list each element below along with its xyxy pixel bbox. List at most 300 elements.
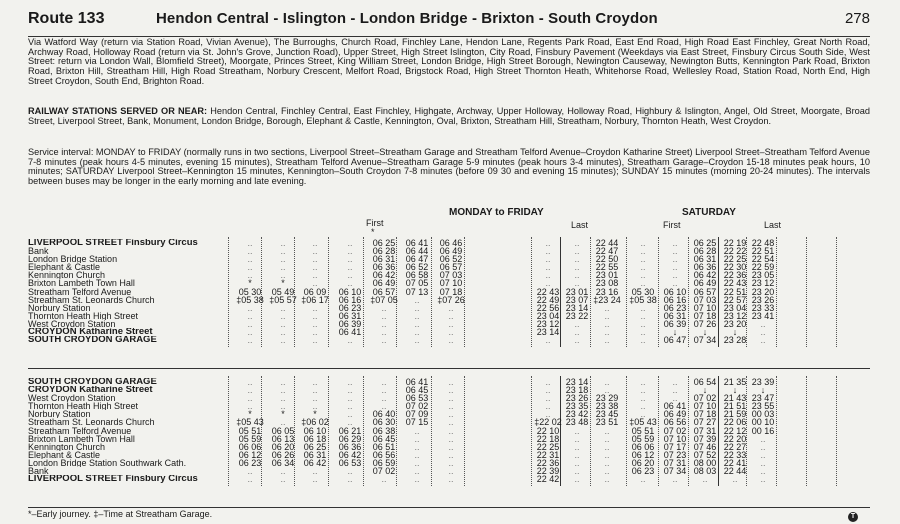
time-cell: 00 16 — [751, 425, 775, 436]
heading-mf-first-star: * — [371, 227, 375, 237]
time-cell: .. — [640, 393, 646, 404]
time-cell: .. — [414, 441, 420, 452]
time-cell: .. — [381, 310, 387, 321]
stations-text: Hendon Central, Finchley Central, East Finchley, Highgate, Archway, Upper Holloway, Holloway Road, Highbury & Islington, Angel, Old Street, Moorgate, Broad Street, Liverpool Street, Bank, Monument, London Bridge, Borough, Elephant & Castle, Kennington, Oval, Brixton, Streatham Hill, Streatham, Norbury, Thornton Heath, West Croydon. — [28, 106, 870, 126]
time-cell: 23 55 — [751, 401, 775, 412]
time-cell: .. — [448, 401, 454, 412]
time-cell: .. — [640, 401, 646, 412]
time-cell: 06 42 — [693, 270, 717, 281]
time-cell: .. — [280, 335, 286, 346]
time-cell: * — [248, 409, 252, 420]
time-cell: .. — [312, 401, 318, 412]
time-cell: ‡05 43 — [236, 417, 264, 428]
time-cell: 22 18 — [536, 433, 560, 444]
footnote: *–Early journey. ‡–Time at Streatham Garage. — [28, 509, 213, 519]
time-cell: .. — [347, 393, 353, 404]
down-column — [720, 239, 750, 344]
time-cell: 06 52 — [405, 262, 429, 273]
time-cell: 07 52 — [693, 449, 717, 460]
time-cell: 06 05 — [271, 425, 295, 436]
time-cell: 06 42 — [303, 457, 327, 468]
time-cell: .. — [760, 318, 766, 329]
time-cell: .. — [247, 335, 253, 346]
time-cell: .. — [640, 474, 646, 485]
time-cell: .. — [381, 393, 387, 404]
time-cell: 23 33 — [751, 302, 775, 313]
time-cell: .. — [347, 335, 353, 346]
time-cell: 06 54 — [693, 377, 717, 387]
time-cell: 06 39 — [663, 318, 687, 329]
time-cell: 06 58 — [405, 270, 429, 281]
time-cell: .. — [604, 433, 610, 444]
time-cell: 23 14 — [565, 377, 589, 387]
time-cell: 07 09 — [405, 409, 429, 420]
time-cell: .. — [280, 262, 286, 273]
time-cell: .. — [312, 393, 318, 404]
time-cell: 06 30 — [372, 417, 396, 428]
time-cell: 06 42 — [338, 449, 362, 460]
time-cell: ↓ — [732, 327, 738, 338]
heading-mf-last: Last — [571, 220, 589, 230]
time-cell: 22 20 — [723, 433, 747, 444]
time-cell: 06 46 — [439, 238, 463, 248]
stations-label: RAILWAY STATIONS SERVED OR NEAR: — [28, 106, 208, 116]
time-cell: .. — [312, 377, 318, 387]
time-cell: .. — [448, 335, 454, 346]
time-cell: .. — [247, 310, 253, 321]
time-cell: .. — [414, 457, 420, 468]
time-cell: .. — [760, 466, 766, 477]
time-cell: 06 38 — [372, 425, 396, 436]
up-column — [300, 378, 330, 483]
stop-name: SOUTH CROYDON GARAGE — [28, 336, 157, 345]
time-cell: 06 16 — [663, 294, 687, 305]
time-cell: .. — [414, 474, 420, 485]
time-cell: 06 12 — [631, 449, 655, 460]
column-separator — [658, 237, 659, 347]
route-number: Route 133 — [28, 10, 105, 27]
time-cell: 06 10 — [338, 286, 362, 297]
time-cell: 07 10 — [663, 433, 687, 444]
time-cell: 22 48 — [751, 238, 775, 248]
time-cell: ‡05 38 — [629, 294, 657, 305]
stop-name: Streatham Telford Avenue — [28, 287, 132, 296]
down-column — [268, 239, 298, 344]
time-cell: .. — [381, 318, 387, 329]
time-cell: 06 56 — [663, 417, 687, 428]
time-cell: 06 25 — [303, 441, 327, 452]
time-cell: 23 47 — [751, 393, 775, 404]
time-cell: 23 20 — [751, 286, 775, 297]
time-cell: .. — [640, 335, 646, 346]
time-cell: .. — [732, 474, 738, 485]
stop-name: Thornton Heath High Street — [28, 402, 139, 411]
time-cell: 23 16 — [595, 286, 619, 297]
time-cell: 06 06 — [631, 441, 655, 452]
time-cell: .. — [672, 474, 678, 485]
time-cell: .. — [574, 318, 580, 329]
time-cell: 07 05 — [405, 278, 429, 289]
time-cell: .. — [448, 417, 454, 428]
london-transport-logo: T — [848, 512, 858, 522]
time-cell: 22 44 — [723, 466, 747, 477]
time-cell: 22 10 — [536, 425, 560, 436]
time-cell: .. — [312, 310, 318, 321]
time-cell: .. — [312, 270, 318, 281]
time-cell: 22 59 — [751, 262, 775, 273]
time-cell: 06 47 — [663, 335, 687, 346]
time-cell: .. — [604, 335, 610, 346]
time-cell: .. — [574, 441, 580, 452]
time-cell: 23 01 — [595, 270, 619, 281]
stop-name: Brixton Lambeth Town Hall — [28, 279, 135, 288]
time-cell: .. — [247, 327, 253, 338]
time-cell: 07 46 — [693, 441, 717, 452]
time-cell: .. — [448, 441, 454, 452]
time-cell: 07 31 — [663, 457, 687, 468]
time-cell: .. — [312, 302, 318, 313]
time-cell: 21 59 — [723, 409, 747, 420]
time-cell: .. — [545, 401, 551, 412]
time-cell: 06 39 — [338, 318, 362, 329]
time-cell: 22 57 — [723, 294, 747, 305]
time-cell: 06 40 — [372, 409, 396, 420]
time-cell: .. — [574, 457, 580, 468]
time-cell: .. — [347, 254, 353, 265]
time-cell: ↓ — [702, 385, 708, 396]
time-cell: .. — [312, 238, 318, 248]
time-cell: .. — [604, 466, 610, 477]
time-cell: 07 10 — [693, 302, 717, 313]
time-cell: ‡23 24 — [593, 294, 621, 305]
heading-monday-friday: MONDAY to FRIDAY — [449, 207, 544, 218]
stop-name: Elephant & Castle — [28, 450, 101, 459]
time-cell: .. — [640, 270, 646, 281]
time-cell: .. — [312, 278, 318, 289]
time-cell: .. — [604, 449, 610, 460]
time-cell: .. — [574, 327, 580, 338]
stop-name: Norbury Station — [28, 410, 91, 419]
time-cell: 22 47 — [595, 246, 619, 257]
time-cell: 07 02 — [663, 425, 687, 436]
time-cell: 22 42 — [536, 474, 560, 485]
time-cell: 06 52 — [439, 254, 463, 265]
time-cell: * — [313, 409, 317, 420]
down-column — [562, 239, 592, 344]
time-cell: .. — [604, 385, 610, 396]
time-cell: 06 44 — [405, 246, 429, 257]
time-cell: 06 41 — [405, 377, 429, 387]
time-cell: .. — [672, 246, 678, 257]
up-column — [533, 378, 563, 483]
time-cell: * — [281, 409, 285, 420]
stop-name: LIVERPOOL STREET Finsbury Circus — [28, 475, 198, 484]
up-column — [436, 378, 466, 483]
time-cell: 06 56 — [372, 449, 396, 460]
time-cell: 06 36 — [372, 262, 396, 273]
down-column — [533, 239, 563, 344]
time-cell: .. — [280, 318, 286, 329]
time-cell: .. — [448, 466, 454, 477]
time-cell: 23 12 — [751, 278, 775, 289]
time-cell: .. — [760, 449, 766, 460]
time-cell: .. — [280, 417, 286, 428]
time-cell: .. — [280, 401, 286, 412]
time-cell: * — [248, 278, 252, 289]
up-column — [720, 378, 750, 483]
time-cell: .. — [448, 425, 454, 436]
time-cell: .. — [604, 474, 610, 485]
time-cell: .. — [448, 393, 454, 404]
time-cell: .. — [574, 425, 580, 436]
time-cell: 06 57 — [439, 262, 463, 273]
time-cell: .. — [574, 254, 580, 265]
time-cell: 22 36 — [536, 457, 560, 468]
time-cell: 06 31 — [372, 254, 396, 265]
time-cell: .. — [347, 409, 353, 420]
time-cell: .. — [414, 433, 420, 444]
stations-paragraph — [28, 107, 870, 126]
time-cell: 07 27 — [693, 417, 717, 428]
column-separator — [626, 237, 627, 347]
time-cell: 22 44 — [595, 238, 619, 248]
up-column — [628, 378, 658, 483]
time-cell: 07 03 — [439, 270, 463, 281]
time-cell: 06 13 — [271, 433, 295, 444]
time-cell: .. — [448, 457, 454, 468]
time-cell: .. — [280, 270, 286, 281]
time-cell: 23 18 — [565, 385, 589, 396]
up-column — [335, 378, 365, 483]
time-cell: 06 09 — [303, 286, 327, 297]
time-cell: .. — [574, 238, 580, 248]
time-cell: .. — [381, 335, 387, 346]
time-cell: .. — [280, 302, 286, 313]
stop-name: CROYDON Katharine Street — [28, 386, 153, 395]
down-column — [235, 239, 265, 344]
time-cell: ‡05 57 — [269, 294, 297, 305]
time-cell: .. — [414, 294, 420, 305]
time-cell: .. — [312, 327, 318, 338]
time-cell: .. — [574, 335, 580, 346]
time-cell: .. — [448, 433, 454, 444]
column-separator — [658, 376, 659, 486]
time-cell: 07 34 — [693, 335, 717, 346]
time-cell: 00 03 — [751, 409, 775, 420]
time-cell: ‡05 38 — [236, 294, 264, 305]
time-cell: 22 22 — [723, 246, 747, 257]
time-cell: ‡07 26 — [437, 294, 465, 305]
time-cell: 07 18 — [693, 409, 717, 420]
column-separator — [836, 237, 837, 347]
stop-name: Streatham St. Leonards Church — [28, 295, 155, 304]
time-cell: .. — [574, 449, 580, 460]
time-cell: 06 26 — [271, 449, 295, 460]
column-separator — [626, 376, 627, 486]
stop-name: LIVERPOOL STREET Finsbury Circus — [28, 239, 198, 248]
time-cell: 06 53 — [405, 393, 429, 404]
time-cell: 23 35 — [565, 401, 589, 412]
time-cell: 22 54 — [751, 254, 775, 265]
time-cell: .. — [414, 335, 420, 346]
time-cell: .. — [347, 238, 353, 248]
time-cell: .. — [604, 425, 610, 436]
heading-saturday: SATURDAY — [682, 207, 736, 218]
time-cell: .. — [604, 377, 610, 387]
stop-name: Kennington Church — [28, 442, 106, 451]
time-cell: .. — [672, 254, 678, 265]
time-cell: .. — [574, 474, 580, 485]
time-cell: .. — [247, 246, 253, 257]
time-cell: .. — [381, 401, 387, 412]
time-cell: 07 17 — [663, 441, 687, 452]
up-column — [562, 378, 592, 483]
time-cell: .. — [640, 318, 646, 329]
time-cell: .. — [381, 327, 387, 338]
time-cell: .. — [347, 385, 353, 396]
time-cell: .. — [604, 318, 610, 329]
time-cell: .. — [448, 385, 454, 396]
time-cell: .. — [247, 254, 253, 265]
time-cell: 06 59 — [372, 457, 396, 468]
time-cell: ‡06 17 — [301, 294, 329, 305]
time-cell: .. — [414, 318, 420, 329]
time-cell: 22 55 — [595, 262, 619, 273]
time-cell: .. — [640, 377, 646, 387]
time-cell: .. — [574, 433, 580, 444]
time-cell: .. — [280, 310, 286, 321]
time-cell: 22 12 — [723, 425, 747, 436]
time-cell: 07 34 — [663, 466, 687, 477]
time-cell: 06 31 — [338, 310, 362, 321]
time-cell: 22 36 — [723, 270, 747, 281]
time-cell: .. — [640, 262, 646, 273]
time-cell: ↓ — [702, 327, 708, 338]
time-cell: .. — [247, 262, 253, 273]
time-cell: .. — [347, 270, 353, 281]
time-cell: .. — [312, 335, 318, 346]
time-cell: 06 12 — [238, 449, 262, 460]
time-cell: 06 31 — [303, 449, 327, 460]
time-cell: .. — [672, 385, 678, 396]
time-cell: .. — [347, 401, 353, 412]
time-cell: .. — [604, 302, 610, 313]
time-cell: .. — [604, 457, 610, 468]
time-cell: 06 49 — [663, 409, 687, 420]
time-cell: ‡22 02 — [534, 417, 562, 428]
time-cell: .. — [312, 385, 318, 396]
time-cell: 06 21 — [338, 425, 362, 436]
time-cell: .. — [414, 302, 420, 313]
stop-name: West Croydon Station — [28, 319, 116, 329]
up-column — [690, 378, 720, 483]
time-cell: 06 36 — [693, 262, 717, 273]
time-cell: .. — [448, 474, 454, 485]
time-cell: .. — [604, 310, 610, 321]
time-cell: .. — [760, 327, 766, 338]
time-cell: .. — [545, 262, 551, 273]
up-column — [402, 378, 432, 483]
time-cell: 06 49 — [693, 278, 717, 289]
time-cell: .. — [247, 393, 253, 404]
down-column — [369, 239, 399, 344]
time-cell: 06 31 — [663, 310, 687, 321]
time-cell: 06 57 — [372, 286, 396, 297]
stop-name: CROYDON Katharine Street — [28, 328, 153, 337]
time-cell: .. — [545, 335, 551, 346]
up-column — [235, 378, 265, 483]
time-cell: 06 41 — [338, 327, 362, 338]
stops-up-list — [28, 378, 233, 483]
time-cell: .. — [280, 254, 286, 265]
up-column — [268, 378, 298, 483]
down-column — [300, 239, 330, 344]
time-cell: 00 10 — [751, 417, 775, 428]
time-cell: .. — [247, 302, 253, 313]
time-cell: .. — [280, 246, 286, 257]
time-cell: .. — [448, 327, 454, 338]
time-cell: .. — [672, 393, 678, 404]
time-cell: .. — [545, 385, 551, 396]
time-cell: 23 51 — [595, 417, 619, 428]
time-cell: 22 51 — [751, 246, 775, 257]
time-cell: 05 30 — [631, 286, 655, 297]
time-cell: 23 42 — [565, 409, 589, 420]
stop-name: London Bridge Station Southwark Cath. — [28, 458, 187, 468]
time-cell: 23 01 — [565, 286, 589, 297]
time-cell: .. — [312, 318, 318, 329]
time-cell: .. — [247, 238, 253, 248]
heading-sat-first: First — [663, 220, 681, 230]
time-cell: 07 18 — [693, 310, 717, 321]
time-cell: 23 14 — [536, 327, 560, 338]
time-cell: .. — [760, 335, 766, 346]
time-cell: 07 18 — [439, 286, 463, 297]
time-cell: 06 45 — [372, 433, 396, 444]
time-cell: .. — [381, 385, 387, 396]
time-cell: 23 28 — [723, 335, 747, 346]
time-cell: 08 03 — [693, 466, 717, 477]
time-cell: .. — [640, 246, 646, 257]
time-cell: .. — [347, 466, 353, 477]
time-cell: .. — [672, 377, 678, 387]
time-cell: 06 16 — [338, 294, 362, 305]
time-cell: .. — [545, 238, 551, 248]
time-cell: .. — [280, 377, 286, 387]
time-cell: 23 14 — [565, 302, 589, 313]
time-cell: .. — [574, 262, 580, 273]
page-number: 278 — [844, 10, 870, 27]
time-cell: 06 57 — [693, 286, 717, 297]
time-cell: .. — [347, 278, 353, 289]
time-cell: 23 45 — [595, 409, 619, 420]
time-cell: .. — [640, 385, 646, 396]
time-cell: 23 22 — [565, 310, 589, 321]
time-cell: 06 47 — [405, 254, 429, 265]
time-cell: .. — [448, 310, 454, 321]
time-cell: 07 15 — [405, 417, 429, 428]
time-cell: ↓ — [732, 385, 738, 396]
heading-mf-first: First — [366, 218, 384, 228]
time-cell: 06 20 — [271, 441, 295, 452]
stop-name: Bank — [28, 467, 49, 476]
column-separator — [806, 376, 807, 486]
time-cell: ‡05 43 — [629, 417, 657, 428]
time-cell: 07 26 — [693, 318, 717, 329]
time-cell: 08 00 — [693, 457, 717, 468]
time-cell: .. — [604, 327, 610, 338]
time-cell: 07 39 — [693, 433, 717, 444]
